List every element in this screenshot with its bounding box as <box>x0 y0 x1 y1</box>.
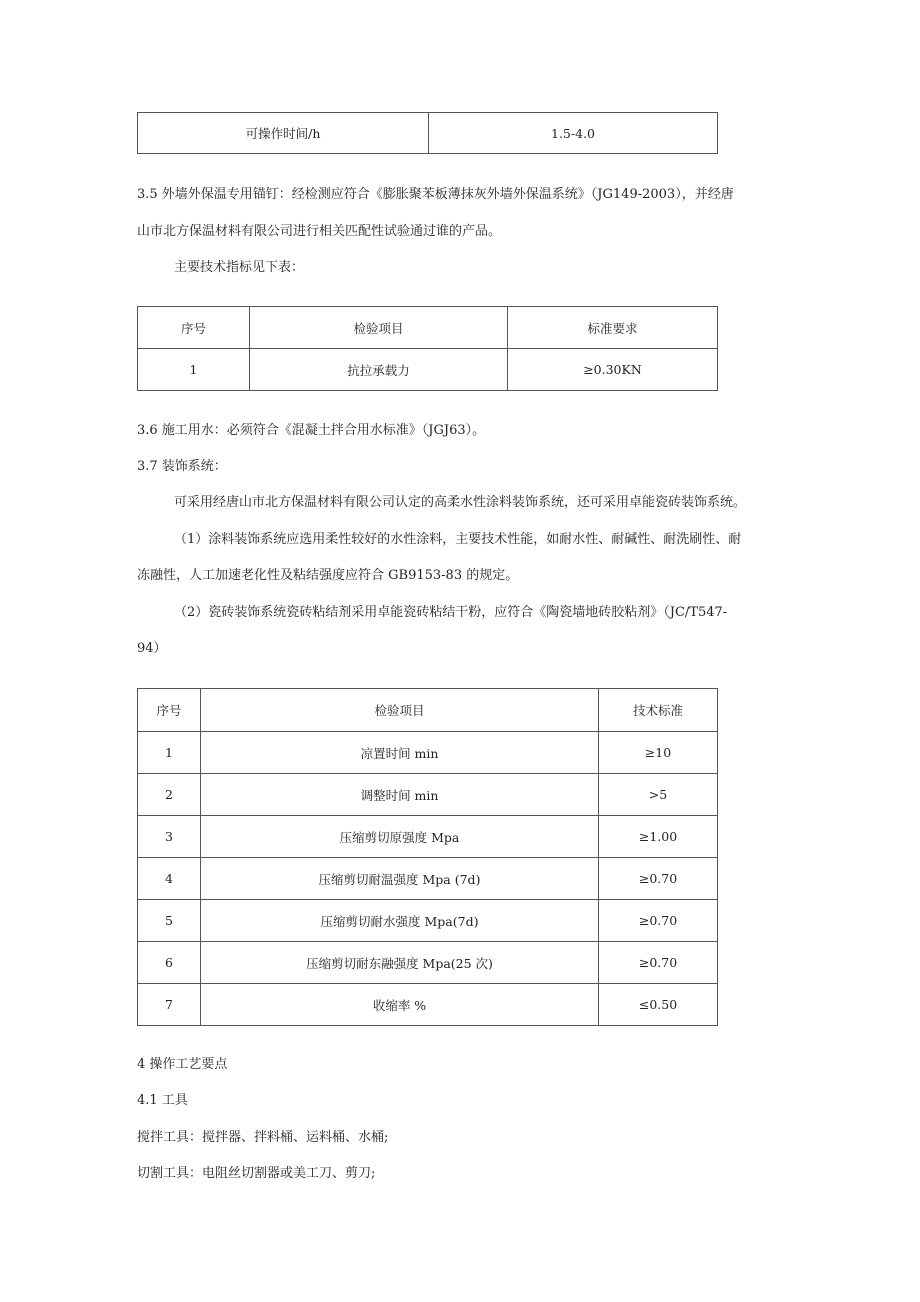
header-item: 检验项目 <box>201 689 599 732</box>
section-3-5-line-1: 3.5 外墙外保温专用锚钉：经检测应符合《膨胀聚苯板薄抹灰外墙外保温系统》（JG149-2003），并经唐 <box>137 187 734 202</box>
tools-cutting-line: 切割工具：电阻丝切割器或美工刀、剪刀; <box>137 1166 376 1181</box>
table-header-row <box>138 689 718 732</box>
table-cell-item: 收缩率 % <box>201 984 599 1026</box>
anchor-spec-table <box>137 306 718 391</box>
table-row <box>138 113 718 154</box>
table-cell-item: 压缩剪切耐水强度 Mpa(7d) <box>201 900 599 942</box>
section-3-7-para-2-line-1: （1）涂料装饰系统应选用柔性较好的水性涂料，主要技术性能，如耐水性、耐碱性、耐洗刷性、耐 <box>174 532 742 547</box>
section-3-5-line-2: 山市北方保温材料有限公司进行相关匹配性试验通过谁的产品。 <box>137 224 502 239</box>
table-header-row <box>138 307 718 349</box>
section-3-7-para-2-line-2: 冻融性，人工加速老化性及粘结强度应符合 GB9153-83 的规定。 <box>137 568 519 583</box>
table-row <box>138 732 718 774</box>
tile-adhesive-spec-table <box>137 688 718 1026</box>
table-cell-value: >5 <box>599 774 718 816</box>
table-cell-no: 2 <box>138 774 201 816</box>
table-cell-item: 可操作时间/h <box>138 113 429 154</box>
table-row <box>138 349 718 391</box>
table-cell-no: 4 <box>138 858 201 900</box>
table-cell-value: ≥0.70 <box>599 900 718 942</box>
table-cell-item: 压缩剪切原强度 Mpa <box>201 816 599 858</box>
table-cell-no: 3 <box>138 816 201 858</box>
section-4-title: 4 操作工艺要点 <box>137 1057 228 1072</box>
table-cell-item: 压缩剪切耐温强度 Mpa (7d) <box>201 858 599 900</box>
table-cell-no: 7 <box>138 984 201 1026</box>
table-cell-no: 1 <box>138 732 201 774</box>
tools-mixing-line: 搅拌工具：搅拌器、拌料桶、运料桶、水桶; <box>137 1130 389 1145</box>
table-row <box>138 942 718 984</box>
operation-time-table <box>137 112 718 154</box>
table-cell-value: ≥10 <box>599 732 718 774</box>
table-cell-value: ≥0.70 <box>599 942 718 984</box>
section-4-1-title: 4.1 工具 <box>137 1093 188 1108</box>
table-row <box>138 984 718 1026</box>
section-3-7-para-3-line-1: （2）瓷砖装饰系统瓷砖粘结剂采用卓能瓷砖粘结干粉，应符合《陶瓷墙地砖胶粘剂》（JC/T547- <box>174 605 728 620</box>
table-cell-item: 压缩剪切耐东融强度 Mpa(25 次) <box>201 942 599 984</box>
table-cell-no: 5 <box>138 900 201 942</box>
header-no: 序号 <box>138 307 250 349</box>
header-no: 序号 <box>138 689 201 732</box>
table-cell-value: ≤0.50 <box>599 984 718 1026</box>
section-3-6-line: 3.6 施工用水：必须符合《混凝土拌合用水标准》（JGJ63）。 <box>137 423 486 438</box>
table-row <box>138 774 718 816</box>
table-cell-item: 抗拉承载力 <box>250 349 508 391</box>
section-3-7-para-3-line-2: 94） <box>137 641 167 656</box>
section-3-7-title: 3.7 装饰系统： <box>137 459 227 474</box>
table-cell-no: 1 <box>138 349 250 391</box>
table-cell-no: 6 <box>138 942 201 984</box>
header-standard: 标准要求 <box>508 307 718 349</box>
table-row <box>138 900 718 942</box>
table-row <box>138 816 718 858</box>
header-standard: 技术标准 <box>599 689 718 732</box>
table-cell-value: ≥1.00 <box>599 816 718 858</box>
table-cell-value: 1.5-4.0 <box>429 113 718 154</box>
table-cell-item: 凉置时间 min <box>201 732 599 774</box>
header-item: 检验项目 <box>250 307 508 349</box>
table-cell-item: 调整时间 min <box>201 774 599 816</box>
section-3-5-intro: 主要技术指标见下表： <box>174 260 305 275</box>
table-cell-value: ≥0.30KN <box>508 349 718 391</box>
table-row <box>138 858 718 900</box>
section-3-7-para-1: 可采用经唐山市北方保温材料有限公司认定的高柔水性涂料装饰系统，还可采用卓能瓷砖装饰系统。 <box>174 495 747 510</box>
table-cell-value: ≥0.70 <box>599 858 718 900</box>
